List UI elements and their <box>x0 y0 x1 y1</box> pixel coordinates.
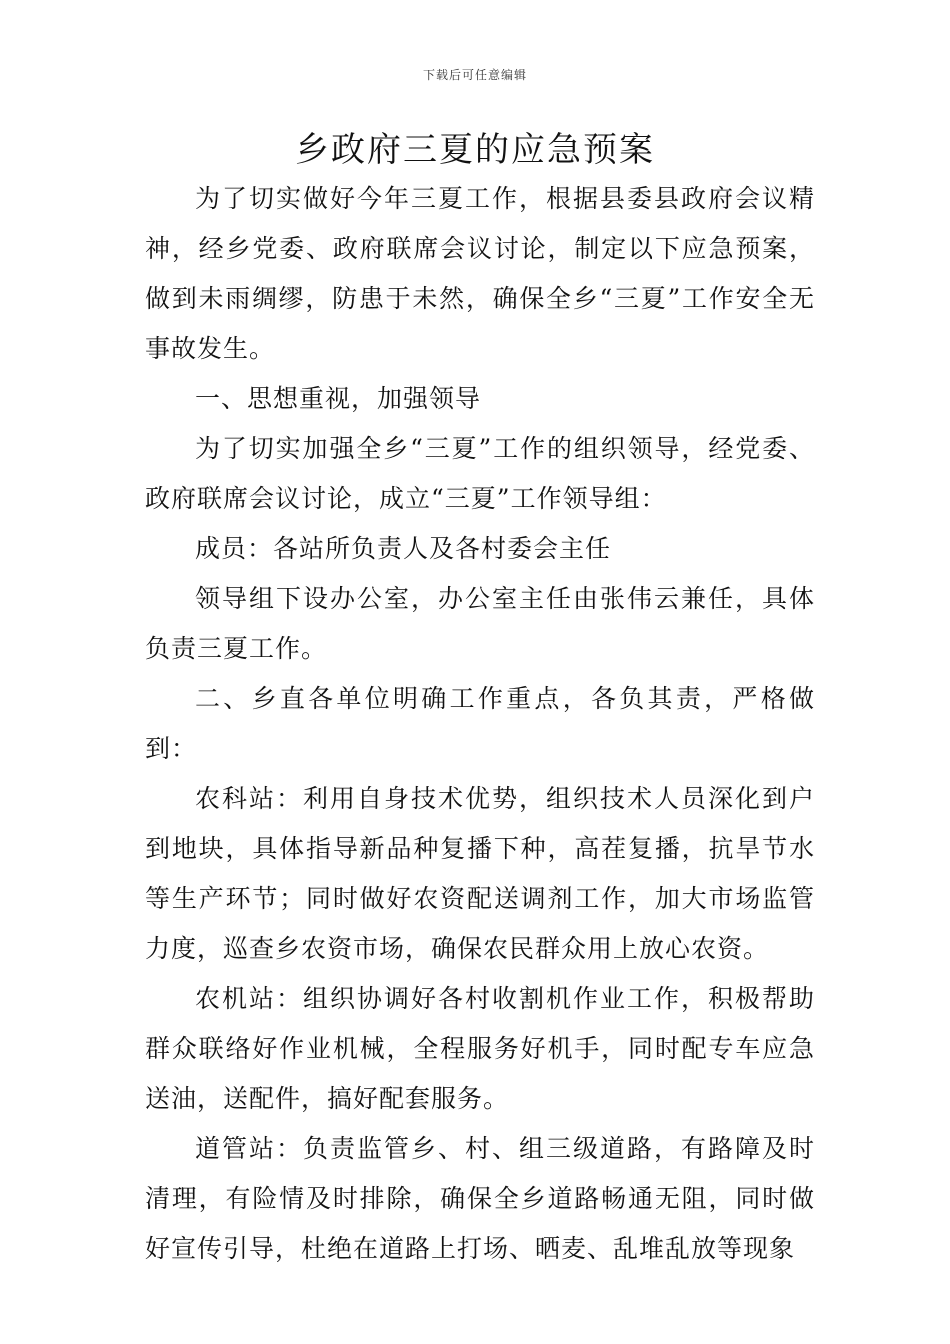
header-note: 下载后可任意编辑 <box>422 68 527 82</box>
paragraph-intro: 为了切实做好今年三夏工作，根据县委县政府会议精神，经乡党委、政府联席会议讨论，制定以下应急预案，做到未雨绸缪，防患于未然，确保全乡“三夏”工作安全无事故发生。 <box>145 184 815 363</box>
section-heading-2: 二、乡直各单位明确工作重点，各负其责，严格做到： <box>145 684 815 763</box>
document-title: 乡政府三夏的应急预案 <box>295 130 655 170</box>
paragraph-machinery-station: 农机站：组织协调好各村收割机作业工作，积极帮助群众联络好作业机械，全程服务好机手，同时配专车应急送油，送配件，搞好配套服务。 <box>145 984 815 1113</box>
document-body <box>145 174 815 1274</box>
section-heading-1: 一、思想重视，加强领导 <box>195 384 482 413</box>
paragraph-road-station: 道管站：负责监管乡、村、组三级道路，有路障及时清理，有险情及时排除，确保全乡道路畅通无阻，同时做好宣传引导，杜绝在道路上打场、晒麦、乱堆乱放等现象 <box>145 1134 815 1263</box>
paragraph-agri-station: 农科站：利用自身技术优势，组织技术人员深化到户到地块，具体指导新品种复播下种，高茬复播，抗旱节水等生产环节；同时做好农资配送调剂工作，加大市场监管力度，巡查乡农资市场，确保农民群众用上放心农资。 <box>145 784 815 963</box>
paragraph-office: 领导组下设办公室，办公室主任由张伟云兼任，具体负责三夏工作。 <box>145 584 815 663</box>
paragraph-members: 成员：各站所负责人及各村委会主任 <box>195 534 612 563</box>
paragraph-leadership: 为了切实加强全乡“三夏”工作的组织领导，经党委、政府联席会议讨论，成立“三夏”工作领导组： <box>145 434 815 513</box>
